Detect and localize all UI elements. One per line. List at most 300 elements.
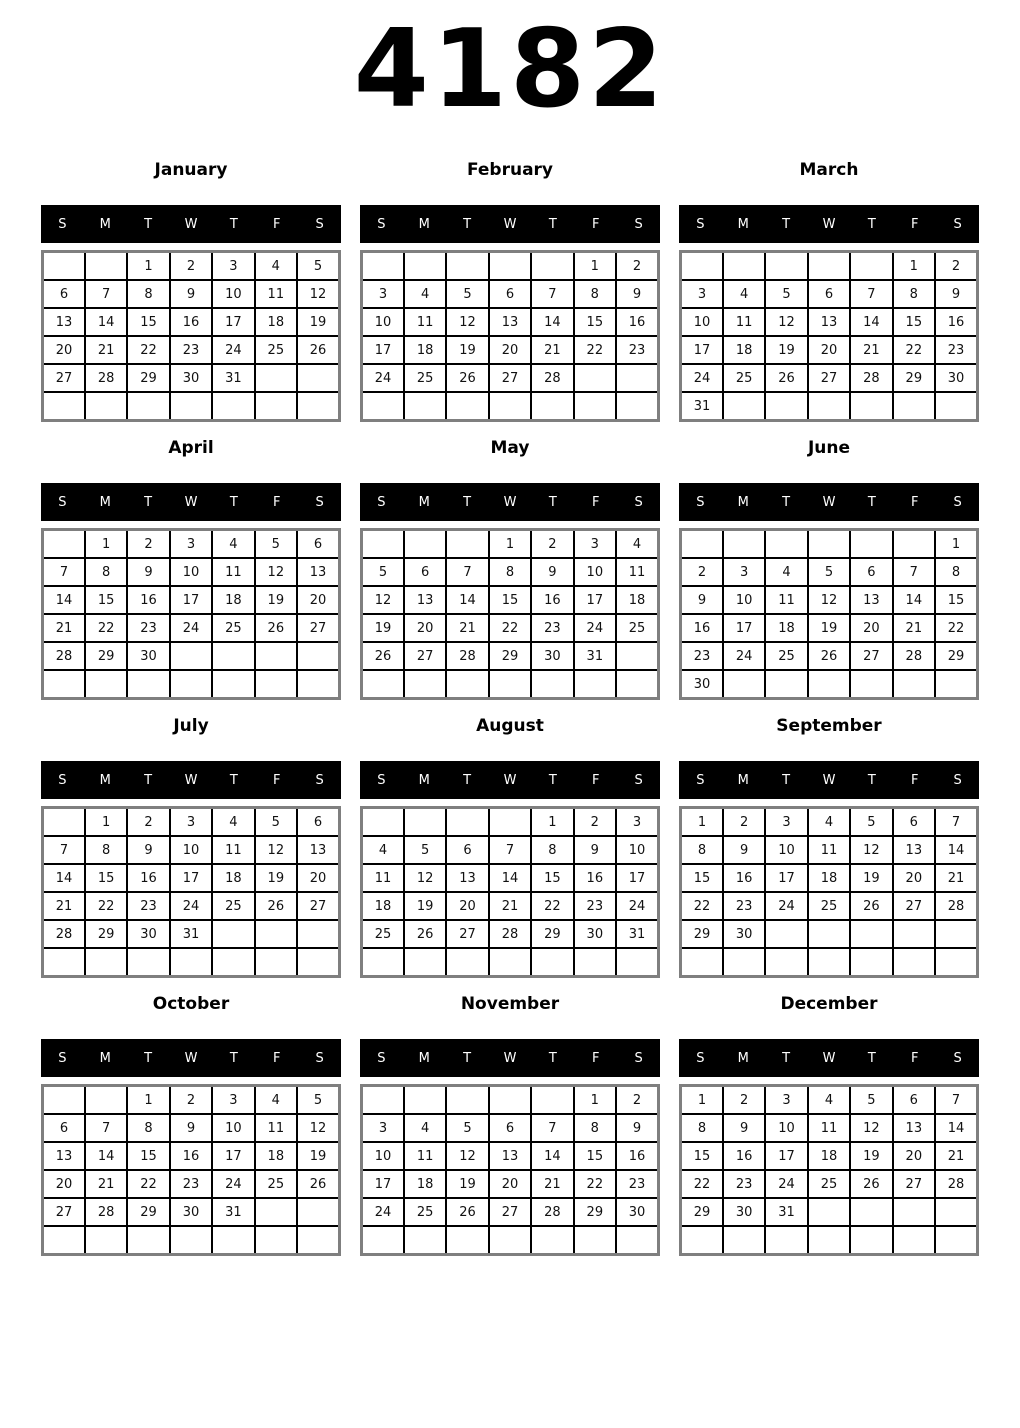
day-cell: 18: [404, 1170, 446, 1198]
day-cell: 4: [616, 530, 658, 559]
day-cell: 5: [850, 1086, 892, 1115]
day-cell: 8: [574, 280, 616, 308]
day-cell: 1: [531, 808, 573, 837]
weekday-label: T: [463, 494, 472, 510]
day-cell: 21: [85, 1170, 127, 1198]
day-cell: 8: [85, 558, 127, 586]
empty-day-cell: [935, 392, 977, 421]
empty-day-cell: [297, 642, 339, 670]
day-cell: 2: [723, 808, 765, 837]
week-row: [43, 892, 340, 920]
weekday-label: W: [822, 1050, 836, 1066]
day-cell: 12: [362, 586, 404, 614]
empty-day-cell: [85, 948, 127, 977]
empty-day-cell: [808, 1226, 850, 1255]
weekday-label: F: [272, 772, 281, 788]
day-cell: 19: [404, 892, 446, 920]
week-row: [43, 1086, 340, 1115]
day-cell: 27: [489, 364, 531, 392]
day-cell: 17: [681, 336, 723, 364]
weekday-label: T: [463, 772, 472, 788]
day-cell: 26: [850, 892, 892, 920]
empty-day-cell: [43, 808, 85, 837]
empty-day-cell: [362, 530, 404, 559]
week-row: [681, 1086, 978, 1115]
day-cell: 5: [362, 558, 404, 586]
empty-day-cell: [43, 1226, 85, 1255]
day-cell: 10: [362, 1142, 404, 1170]
day-cell: 21: [935, 1142, 977, 1170]
weekday-label: T: [867, 216, 876, 232]
week-row: [681, 1114, 978, 1142]
day-cell: 24: [362, 364, 404, 392]
weekday-label: T: [229, 216, 238, 232]
day-cell: 17: [170, 864, 212, 892]
day-cell: 8: [489, 558, 531, 586]
day-cell: 25: [765, 642, 807, 670]
day-cell: 11: [808, 836, 850, 864]
day-cell: 13: [893, 1114, 935, 1142]
day-cell: 19: [297, 308, 339, 336]
empty-day-cell: [531, 392, 573, 421]
empty-day-cell: [255, 670, 297, 699]
week-row: [362, 586, 659, 614]
day-cell: 7: [850, 280, 892, 308]
empty-day-cell: [574, 364, 616, 392]
day-cell: 13: [893, 836, 935, 864]
day-cell: 19: [765, 336, 807, 364]
day-cell: 14: [531, 1142, 573, 1170]
day-cell: 21: [446, 614, 488, 642]
day-cell: 30: [127, 920, 169, 948]
weekday-header: [41, 483, 341, 521]
day-cell: 1: [681, 808, 723, 837]
day-cell: 5: [765, 280, 807, 308]
empty-day-cell: [255, 948, 297, 977]
weekday-label: S: [953, 216, 962, 232]
weekday-label: S: [58, 1050, 67, 1066]
week-row: [43, 836, 340, 864]
empty-day-cell: [85, 252, 127, 281]
empty-day-cell: [404, 948, 446, 977]
day-cell: 21: [43, 892, 85, 920]
day-cell: 28: [531, 364, 573, 392]
day-cell: 29: [574, 1198, 616, 1226]
day-cell: 20: [297, 864, 339, 892]
day-cell: 15: [574, 1142, 616, 1170]
empty-day-cell: [255, 364, 297, 392]
day-cell: 8: [935, 558, 977, 586]
day-cell: 19: [850, 1142, 892, 1170]
empty-day-cell: [170, 1226, 212, 1255]
week-row: [681, 1226, 978, 1255]
week-row: [681, 530, 978, 559]
day-cell: 6: [489, 280, 531, 308]
day-cell: 17: [212, 308, 254, 336]
empty-day-cell: [127, 392, 169, 421]
week-row: [681, 892, 978, 920]
day-cell: 10: [170, 836, 212, 864]
week-row: [362, 392, 659, 421]
week-row: [43, 280, 340, 308]
month-table: [360, 1084, 660, 1256]
weekday-header: [679, 483, 979, 521]
empty-day-cell: [212, 1226, 254, 1255]
month-block-september: [679, 700, 979, 978]
empty-day-cell: [255, 1226, 297, 1255]
empty-day-cell: [723, 392, 765, 421]
weekday-label: F: [272, 494, 281, 510]
day-cell: 28: [43, 642, 85, 670]
day-cell: 5: [446, 280, 488, 308]
day-cell: 27: [404, 642, 446, 670]
week-row: [362, 252, 659, 281]
week-row: [681, 558, 978, 586]
day-cell: 6: [297, 808, 339, 837]
day-cell: 4: [212, 530, 254, 559]
week-row: [362, 920, 659, 948]
weekday-label: T: [867, 1050, 876, 1066]
week-row: [362, 1226, 659, 1255]
day-cell: 12: [404, 864, 446, 892]
empty-day-cell: [893, 948, 935, 977]
weekday-label: M: [737, 772, 749, 788]
empty-day-cell: [212, 642, 254, 670]
weekday-label: M: [418, 772, 430, 788]
empty-day-cell: [765, 920, 807, 948]
weekday-header: [679, 1039, 979, 1077]
day-cell: 14: [85, 1142, 127, 1170]
day-cell: 4: [255, 252, 297, 281]
day-cell: 23: [170, 1170, 212, 1198]
day-cell: 29: [489, 642, 531, 670]
weekday-label: W: [184, 772, 198, 788]
day-cell: 22: [531, 892, 573, 920]
week-row: [43, 1226, 340, 1255]
day-cell: 26: [255, 892, 297, 920]
day-cell: 7: [893, 558, 935, 586]
weekday-label: S: [315, 772, 324, 788]
empty-day-cell: [170, 670, 212, 699]
day-cell: 23: [127, 614, 169, 642]
day-cell: 13: [489, 308, 531, 336]
day-cell: 16: [723, 864, 765, 892]
empty-day-cell: [255, 1198, 297, 1226]
day-cell: 4: [404, 1114, 446, 1142]
empty-day-cell: [255, 920, 297, 948]
week-row: [362, 1142, 659, 1170]
day-cell: 5: [297, 1086, 339, 1115]
weekday-label: W: [184, 1050, 198, 1066]
weekday-label: S: [634, 772, 643, 788]
day-cell: 18: [362, 892, 404, 920]
day-cell: 9: [170, 1114, 212, 1142]
day-cell: 15: [681, 1142, 723, 1170]
weekday-header: [679, 205, 979, 243]
day-cell: 27: [446, 920, 488, 948]
day-cell: 28: [85, 1198, 127, 1226]
day-cell: 25: [404, 1198, 446, 1226]
month-block-march: [679, 144, 979, 422]
weekday-label: T: [548, 772, 557, 788]
day-cell: 17: [616, 864, 658, 892]
weekday-label: F: [910, 216, 919, 232]
day-cell: 7: [489, 836, 531, 864]
day-cell: 8: [681, 836, 723, 864]
day-cell: 22: [127, 336, 169, 364]
empty-day-cell: [446, 948, 488, 977]
day-cell: 15: [85, 864, 127, 892]
day-cell: 10: [212, 1114, 254, 1142]
week-row: [362, 280, 659, 308]
day-cell: 29: [85, 920, 127, 948]
weekday-label: T: [782, 494, 791, 510]
week-row: [43, 1198, 340, 1226]
empty-day-cell: [362, 392, 404, 421]
day-cell: 25: [255, 336, 297, 364]
day-cell: 17: [170, 586, 212, 614]
day-cell: 26: [297, 336, 339, 364]
week-row: [681, 614, 978, 642]
day-cell: 12: [297, 280, 339, 308]
weekday-label: S: [696, 772, 705, 788]
empty-day-cell: [85, 670, 127, 699]
weekday-header: [360, 761, 660, 799]
day-cell: 2: [935, 252, 977, 281]
weekday-label: M: [737, 494, 749, 510]
day-cell: 18: [808, 864, 850, 892]
week-row: [43, 670, 340, 699]
day-cell: 27: [297, 614, 339, 642]
month-block-january: [41, 144, 341, 422]
day-cell: 4: [723, 280, 765, 308]
day-cell: 21: [43, 614, 85, 642]
empty-day-cell: [893, 1198, 935, 1226]
empty-day-cell: [170, 948, 212, 977]
day-cell: 24: [765, 1170, 807, 1198]
month-table: [41, 250, 341, 422]
empty-day-cell: [808, 252, 850, 281]
day-cell: 28: [43, 920, 85, 948]
empty-day-cell: [723, 1226, 765, 1255]
weekday-label: T: [144, 494, 153, 510]
month-table-body: [681, 808, 978, 977]
day-cell: 23: [170, 336, 212, 364]
day-cell: 10: [616, 836, 658, 864]
day-cell: 21: [850, 336, 892, 364]
day-cell: 13: [808, 308, 850, 336]
day-cell: 16: [127, 864, 169, 892]
day-cell: 4: [765, 558, 807, 586]
month-block-june: [679, 422, 979, 700]
empty-day-cell: [893, 530, 935, 559]
day-cell: 14: [893, 586, 935, 614]
day-cell: 9: [127, 558, 169, 586]
week-row: [681, 808, 978, 837]
day-cell: 5: [297, 252, 339, 281]
empty-day-cell: [808, 920, 850, 948]
day-cell: 27: [850, 642, 892, 670]
empty-day-cell: [85, 392, 127, 421]
day-cell: 15: [127, 308, 169, 336]
empty-day-cell: [616, 642, 658, 670]
empty-day-cell: [212, 392, 254, 421]
month-table-body: [43, 808, 340, 977]
day-cell: 15: [681, 864, 723, 892]
week-row: [43, 364, 340, 392]
day-cell: 9: [616, 1114, 658, 1142]
day-cell: 7: [935, 808, 977, 837]
week-row: [362, 642, 659, 670]
weekday-label: W: [184, 216, 198, 232]
day-cell: 16: [170, 1142, 212, 1170]
day-cell: 6: [43, 1114, 85, 1142]
empty-day-cell: [531, 1086, 573, 1115]
empty-day-cell: [446, 392, 488, 421]
day-cell: 8: [574, 1114, 616, 1142]
empty-day-cell: [850, 948, 892, 977]
day-cell: 30: [681, 670, 723, 699]
day-cell: 14: [489, 864, 531, 892]
day-cell: 25: [723, 364, 765, 392]
month-table: [679, 528, 979, 700]
week-row: [362, 892, 659, 920]
day-cell: 28: [935, 892, 977, 920]
day-cell: 22: [127, 1170, 169, 1198]
day-cell: 19: [362, 614, 404, 642]
week-row: [43, 1114, 340, 1142]
day-cell: 28: [446, 642, 488, 670]
day-cell: 29: [127, 1198, 169, 1226]
week-row: [43, 864, 340, 892]
week-row: [681, 252, 978, 281]
weekday-label: S: [953, 494, 962, 510]
empty-day-cell: [935, 920, 977, 948]
empty-day-cell: [43, 670, 85, 699]
empty-day-cell: [893, 392, 935, 421]
day-cell: 22: [85, 892, 127, 920]
empty-day-cell: [170, 392, 212, 421]
day-cell: 18: [765, 614, 807, 642]
day-cell: 9: [935, 280, 977, 308]
day-cell: 29: [681, 1198, 723, 1226]
day-cell: 30: [127, 642, 169, 670]
day-cell: 29: [85, 642, 127, 670]
week-row: [362, 364, 659, 392]
day-cell: 28: [531, 1198, 573, 1226]
month-table-body: [362, 252, 659, 421]
day-cell: 30: [935, 364, 977, 392]
day-cell: 23: [681, 642, 723, 670]
week-row: [362, 948, 659, 977]
month-title: July: [173, 716, 209, 736]
empty-day-cell: [765, 670, 807, 699]
empty-day-cell: [43, 948, 85, 977]
day-cell: 8: [127, 1114, 169, 1142]
weekday-label: S: [953, 1050, 962, 1066]
week-row: [681, 836, 978, 864]
empty-day-cell: [808, 1198, 850, 1226]
empty-day-cell: [212, 670, 254, 699]
day-cell: 27: [297, 892, 339, 920]
empty-day-cell: [446, 808, 488, 837]
day-cell: 16: [531, 586, 573, 614]
month-title: February: [466, 160, 554, 180]
week-row: [681, 280, 978, 308]
day-cell: 10: [574, 558, 616, 586]
empty-day-cell: [170, 642, 212, 670]
empty-day-cell: [489, 670, 531, 699]
empty-day-cell: [43, 392, 85, 421]
weekday-label: F: [272, 1050, 281, 1066]
empty-day-cell: [297, 948, 339, 977]
month-table-body: [43, 252, 340, 421]
empty-day-cell: [681, 530, 723, 559]
day-cell: 24: [362, 1198, 404, 1226]
empty-day-cell: [808, 948, 850, 977]
empty-day-cell: [765, 392, 807, 421]
day-cell: 19: [297, 1142, 339, 1170]
weekday-label: T: [867, 772, 876, 788]
empty-day-cell: [723, 670, 765, 699]
day-cell: 14: [531, 308, 573, 336]
week-row: [362, 308, 659, 336]
day-cell: 12: [765, 308, 807, 336]
day-cell: 26: [404, 920, 446, 948]
months-grid: [0, 144, 1020, 1256]
day-cell: 25: [212, 892, 254, 920]
day-cell: 10: [170, 558, 212, 586]
day-cell: 26: [808, 642, 850, 670]
day-cell: 25: [212, 614, 254, 642]
month-title: June: [807, 438, 851, 458]
week-row: [362, 1198, 659, 1226]
empty-day-cell: [404, 530, 446, 559]
day-cell: 20: [43, 1170, 85, 1198]
week-row: [681, 1142, 978, 1170]
week-row: [362, 864, 659, 892]
month-table: [360, 806, 660, 978]
day-cell: 30: [616, 1198, 658, 1226]
week-row: [362, 1086, 659, 1115]
empty-day-cell: [765, 1226, 807, 1255]
day-cell: 2: [170, 1086, 212, 1115]
empty-day-cell: [935, 948, 977, 977]
month-table: [41, 528, 341, 700]
day-cell: 23: [127, 892, 169, 920]
day-cell: 13: [404, 586, 446, 614]
day-cell: 10: [765, 836, 807, 864]
day-cell: 22: [681, 892, 723, 920]
day-cell: 30: [574, 920, 616, 948]
empty-day-cell: [850, 1226, 892, 1255]
weekday-label: T: [548, 216, 557, 232]
empty-day-cell: [681, 252, 723, 281]
weekday-header: [360, 483, 660, 521]
day-cell: 25: [808, 1170, 850, 1198]
day-cell: 16: [723, 1142, 765, 1170]
weekday-label: F: [272, 216, 281, 232]
weekday-label: F: [591, 216, 600, 232]
year-title: 4182: [353, 7, 667, 132]
day-cell: 22: [574, 1170, 616, 1198]
month-table-body: [43, 1086, 340, 1255]
day-cell: 5: [255, 530, 297, 559]
weekday-label: T: [782, 216, 791, 232]
day-cell: 2: [574, 808, 616, 837]
empty-day-cell: [616, 948, 658, 977]
weekday-label: M: [99, 216, 111, 232]
